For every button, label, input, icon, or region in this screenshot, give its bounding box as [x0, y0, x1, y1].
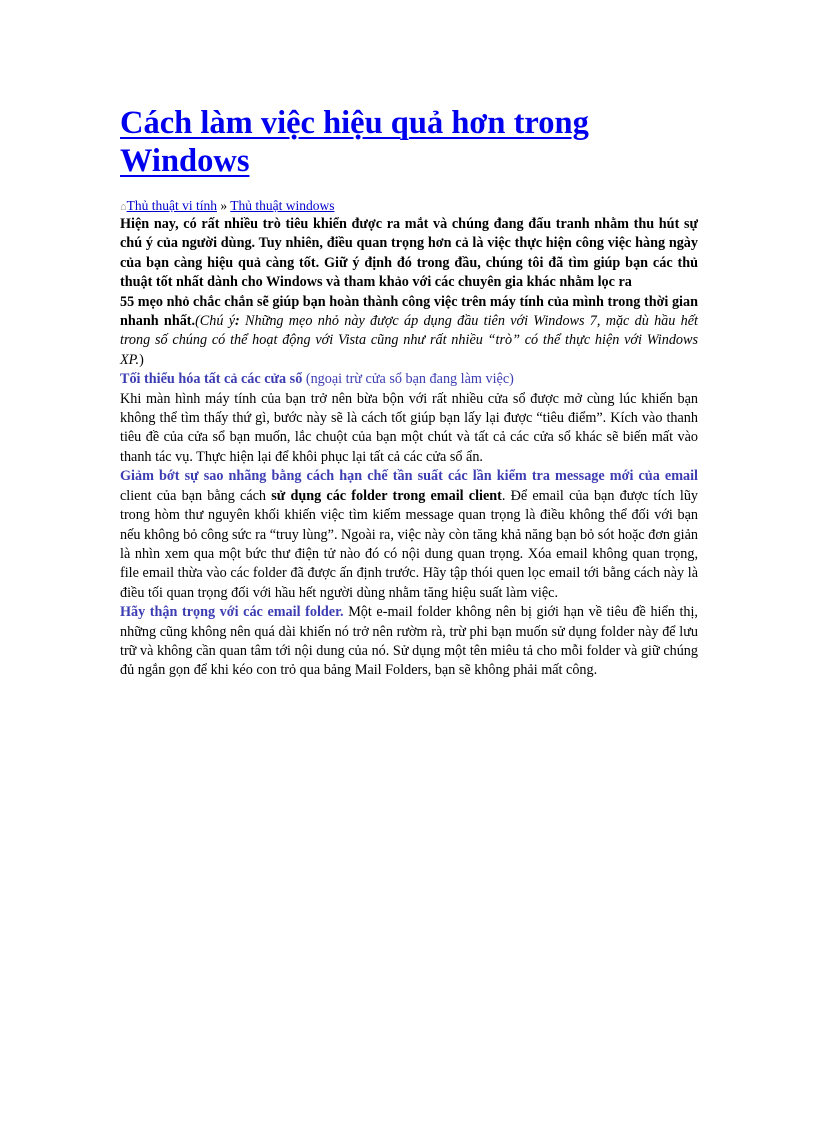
article-title[interactable]: Cách làm việc hiệu quả hơn trong Windows	[120, 105, 589, 179]
tip3-heading: Hãy thận trọng với các email folder.	[120, 604, 344, 621]
tip2-paragraph	[120, 467, 698, 603]
tip3-paragraph	[120, 603, 698, 681]
note-prefix: (Chú ý	[195, 313, 236, 330]
breadcrumb-link-tips-computer[interactable]: Thủ thuật vi tính	[126, 198, 217, 213]
tips-lead-text: 55 mẹo nhỏ chắc chắn sẽ giúp bạn hoàn thành công việc trên máy tính của mình trong thời gian nhanh nhất.	[120, 293, 698, 330]
tip2-text-2: . Để email của bạn được tích lũy trong hòm thư nguyên khối khiến việc tìm kiếm message quan trọng là điều không thể đối với bạn nếu không bỏ công sức ra “truy lùng”. Ngoài ra, việc này còn tăng khả năng bạn bỏ sót hoặc đơn giản là nhìn xem qua một bức thư điện tử nào đó có nội dung quan trọng. Xóa email không quan trọng, file email thừa vào các folder đã được ấn định trước. Hãy tập thói quen lọc email tới bằng cách này là điều tối quan trọng đối với hầu hết người dùng nhằm tăng hiệu suất làm việc.	[120, 487, 699, 601]
note-body: Những mẹo nhỏ này được áp dụng đầu tiên với Windows 7, mặc dù hầu hết trong số chúng có thể hoạt động với Vista cũng như rất nhiều “trò” có thể thực hiện với Windows XP.	[120, 313, 698, 368]
tip1-heading-text: Tối thiểu hóa tất cả các cửa sổ	[120, 371, 303, 388]
tip2-text-1: client của bạn bằng cách	[120, 487, 272, 504]
tip3-body: Một e-mail folder không nên bị giới hạn về tiêu đề hiển thị, những cũng không nên quá dài khiến nó trở nên rườm rà, trừ phi bạn muốn sử dụng folder này để lưu trữ và không cần quan tâm tới nội dung của nó. Sử dụng một tên miêu tả cho mỗi folder và giữ chúng đủ ngắn gọn để khi kéo con trỏ qua bảng Mail Folders, bạn sẽ không phải mất công.	[120, 604, 698, 679]
article	[120, 104, 698, 681]
breadcrumb-separator: »	[220, 198, 228, 213]
tip1-heading-note: (ngoại trừ cửa sổ bạn đang làm việc)	[302, 371, 514, 388]
breadcrumb	[120, 198, 698, 215]
intro-paragraph: Hiện nay, có rất nhiều trò tiêu khiển được ra mắt và chúng đang đấu tranh nhằm thu hút sự chú ý của người dùng. Tuy nhiên, điều quan trọng hơn cả là việc thực hiện công việc hàng ngày của bạn càng hiệu quả càng tốt. Giữ ý định đó trong đầu, chúng tôi đã tìm giúp bạn các thủ thuật tốt nhất dành cho Windows và tham khảo với các chuyên gia khác nhằm lọc ra	[120, 216, 698, 291]
home-icon: ⌂	[120, 201, 127, 213]
tip1-heading	[120, 370, 698, 389]
note-colon: :	[235, 313, 240, 330]
tips-lead-paragraph	[120, 293, 698, 371]
tip2-bold-text: sử dụng các folder trong email client	[271, 487, 502, 504]
tip2-heading: Giảm bớt sự sao nhãng bằng cách hạn chế tần suất các lần kiểm tra message mới của email	[120, 468, 698, 485]
note-close: )	[139, 351, 144, 368]
tip1-body: Khi màn hình máy tính của bạn trở nên bừa bộn với rất nhiều cửa sổ được mở cùng lúc khiến bạn không thể tìm thấy thứ gì, bước này sẽ là cách tốt giúp bạn lấy lại được “tiêu điểm”. Kích vào thanh tiêu đề của cửa sổ bạn muốn, lắc chuột của bạn một chút và tất cả các cửa sổ khác sẽ biến mất vào thanh tác vụ. Thực hiện lại để khôi phục lại tất cả các cửa sổ ẩn.	[120, 390, 698, 465]
breadcrumb-link-tips-windows[interactable]: Thủ thuật windows	[230, 198, 335, 213]
